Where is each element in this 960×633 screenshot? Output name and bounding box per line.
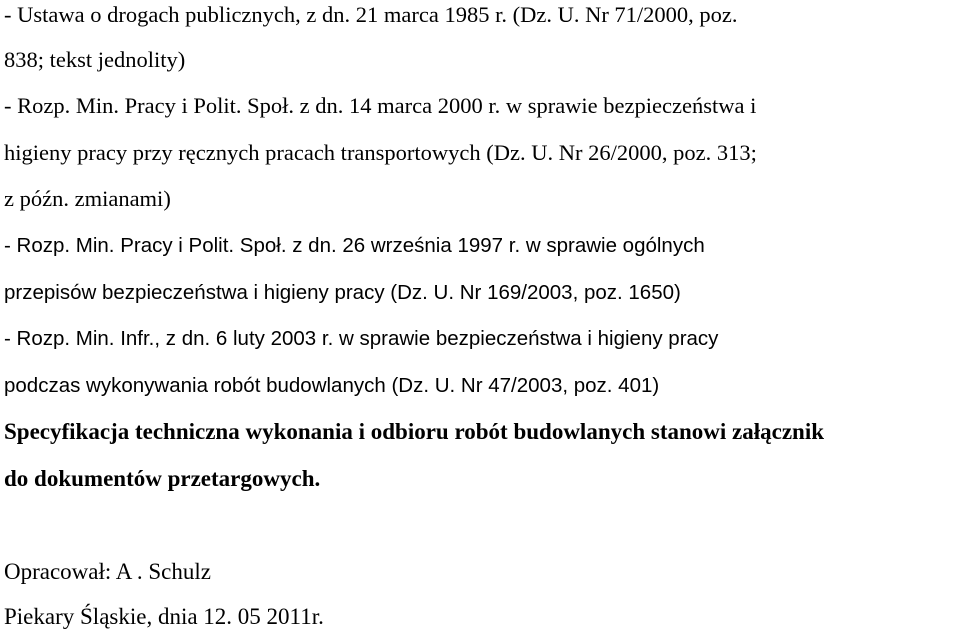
legal-ref-3-line-2: przepisów bezpieczeństwa i higieny pracy (Dz. U. Nr 169/2003, poz. 1650): [4, 281, 681, 304]
legal-ref-1-line-2: 838; tekst jednolity): [4, 47, 186, 72]
legal-ref-2-line-1: - Rozp. Min. Pracy i Polit. Społ. z dn. 14 marca 2000 r. w sprawie bezpieczeństwa i: [4, 93, 757, 118]
legal-ref-4-line-1: - Rozp. Min. Infr., z dn. 6 luty 2003 r. w sprawie bezpieczeństwa i higieny pracy: [4, 327, 719, 350]
legal-ref-2-line-2: higieny pracy przy ręcznych pracach transportowych (Dz. U. Nr 26/2000, poz. 313;: [4, 140, 757, 165]
legal-ref-3-line-1: - Rozp. Min. Pracy i Polit. Społ. z dn. 26 września 1997 r. w sprawie ogólnych: [4, 234, 705, 257]
legal-ref-1-line-1: - Ustawa o drogach publicznych, z dn. 21 marca 1985 r. (Dz. U. Nr 71/2000, poz.: [4, 2, 738, 27]
place-date-line: Piekary Śląskie, dnia 12. 05 2011r.: [4, 604, 324, 629]
legal-ref-2-line-3: z późn. zmianami): [4, 186, 171, 211]
author-line: Opracował: A . Schulz: [4, 559, 211, 584]
statement-line-1: Specyfikacja techniczna wykonania i odbioru robót budowlanych stanowi załącznik: [4, 419, 825, 444]
legal-ref-4-line-2: podczas wykonywania robót budowlanych (Dz. U. Nr 47/2003, poz. 401): [4, 374, 660, 397]
statement-line-2: do dokumentów przetargowych.: [4, 466, 321, 491]
